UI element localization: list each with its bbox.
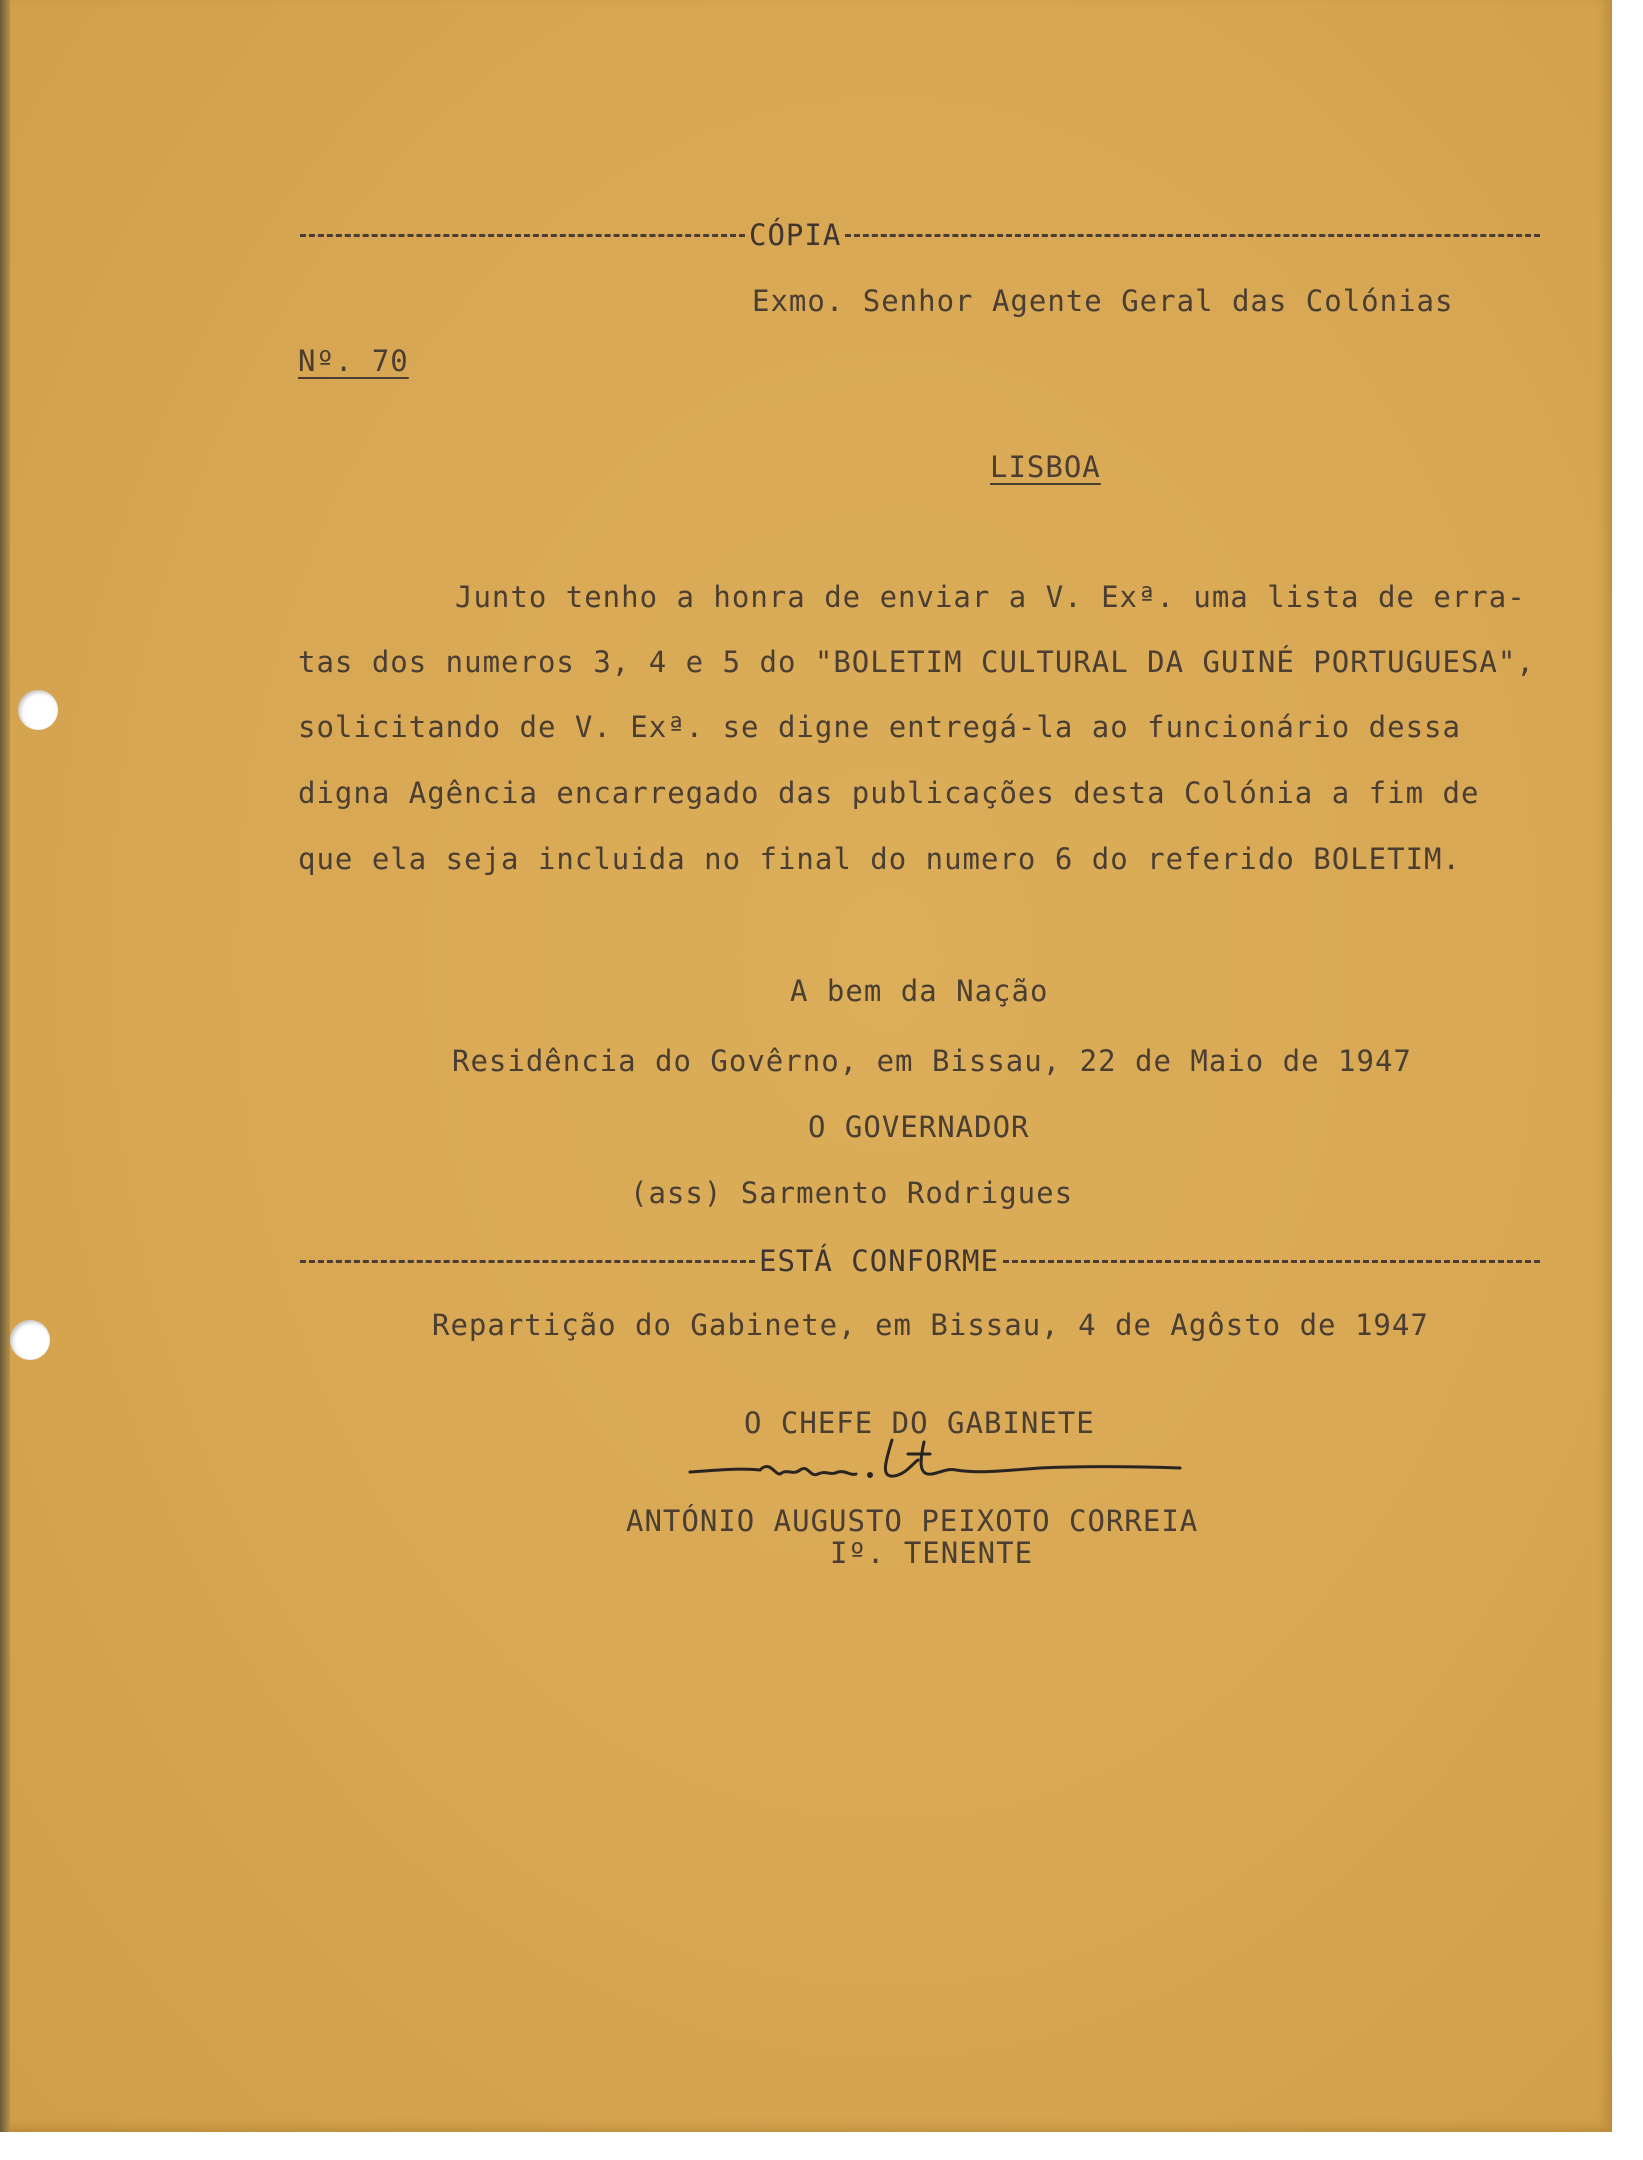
governor-title: O GOVERNADOR bbox=[808, 1110, 1030, 1144]
conforme-label: ESTÁ CONFORME bbox=[759, 1244, 999, 1278]
body-line: tas dos numeros 3, 4 e 5 do "BOLETIM CULTURAL DA GUINÉ PORTUGUESA", bbox=[298, 645, 1535, 679]
punch-hole bbox=[10, 1320, 50, 1360]
body-line: digna Agência encarregado das publicações desta Colónia a fim de bbox=[298, 776, 1480, 810]
body-line: solicitando de V. Exª. se digne entregá-la ao funcionário dessa bbox=[298, 710, 1461, 744]
addressee: Exmo. Senhor Agente Geral das Colónias bbox=[752, 284, 1454, 318]
chief-rank: Iº. TENENTE bbox=[830, 1536, 1034, 1570]
handwritten-signature bbox=[680, 1430, 1200, 1500]
body-line: que ela seja incluida no final do numero 6 do referido BOLETIM. bbox=[298, 842, 1461, 876]
document-number: Nº. 70 bbox=[298, 344, 409, 378]
closing-place-date: Residência do Govêrno, em Bissau, 22 de Maio de 1947 bbox=[452, 1044, 1412, 1078]
page-edge bbox=[0, 0, 10, 2132]
signature-stroke bbox=[885, 1440, 1180, 1476]
copy-separator bbox=[300, 218, 1540, 252]
copy-label: CÓPIA bbox=[749, 218, 842, 252]
chief-title: O CHEFE DO GABINETE bbox=[744, 1406, 1095, 1440]
chief-name: ANTÓNIO AUGUSTO PEIXOTO CORREIA bbox=[626, 1504, 1199, 1538]
governor-signed: (ass) Sarmento Rodrigues bbox=[630, 1176, 1074, 1210]
city-heading: LISBOA bbox=[990, 450, 1101, 484]
salutation: A bem da Nação bbox=[790, 974, 1049, 1008]
conforme-separator bbox=[300, 1244, 1540, 1278]
punch-hole bbox=[18, 690, 58, 730]
certification-place-date: Repartição do Gabinete, em Bissau, 4 de Agôsto de 1947 bbox=[432, 1308, 1429, 1342]
body-line: Junto tenho a honra de enviar a V. Exª. uma lista de erra- bbox=[455, 580, 1526, 614]
signature-dot bbox=[867, 1472, 873, 1478]
signature-stroke bbox=[690, 1467, 856, 1475]
